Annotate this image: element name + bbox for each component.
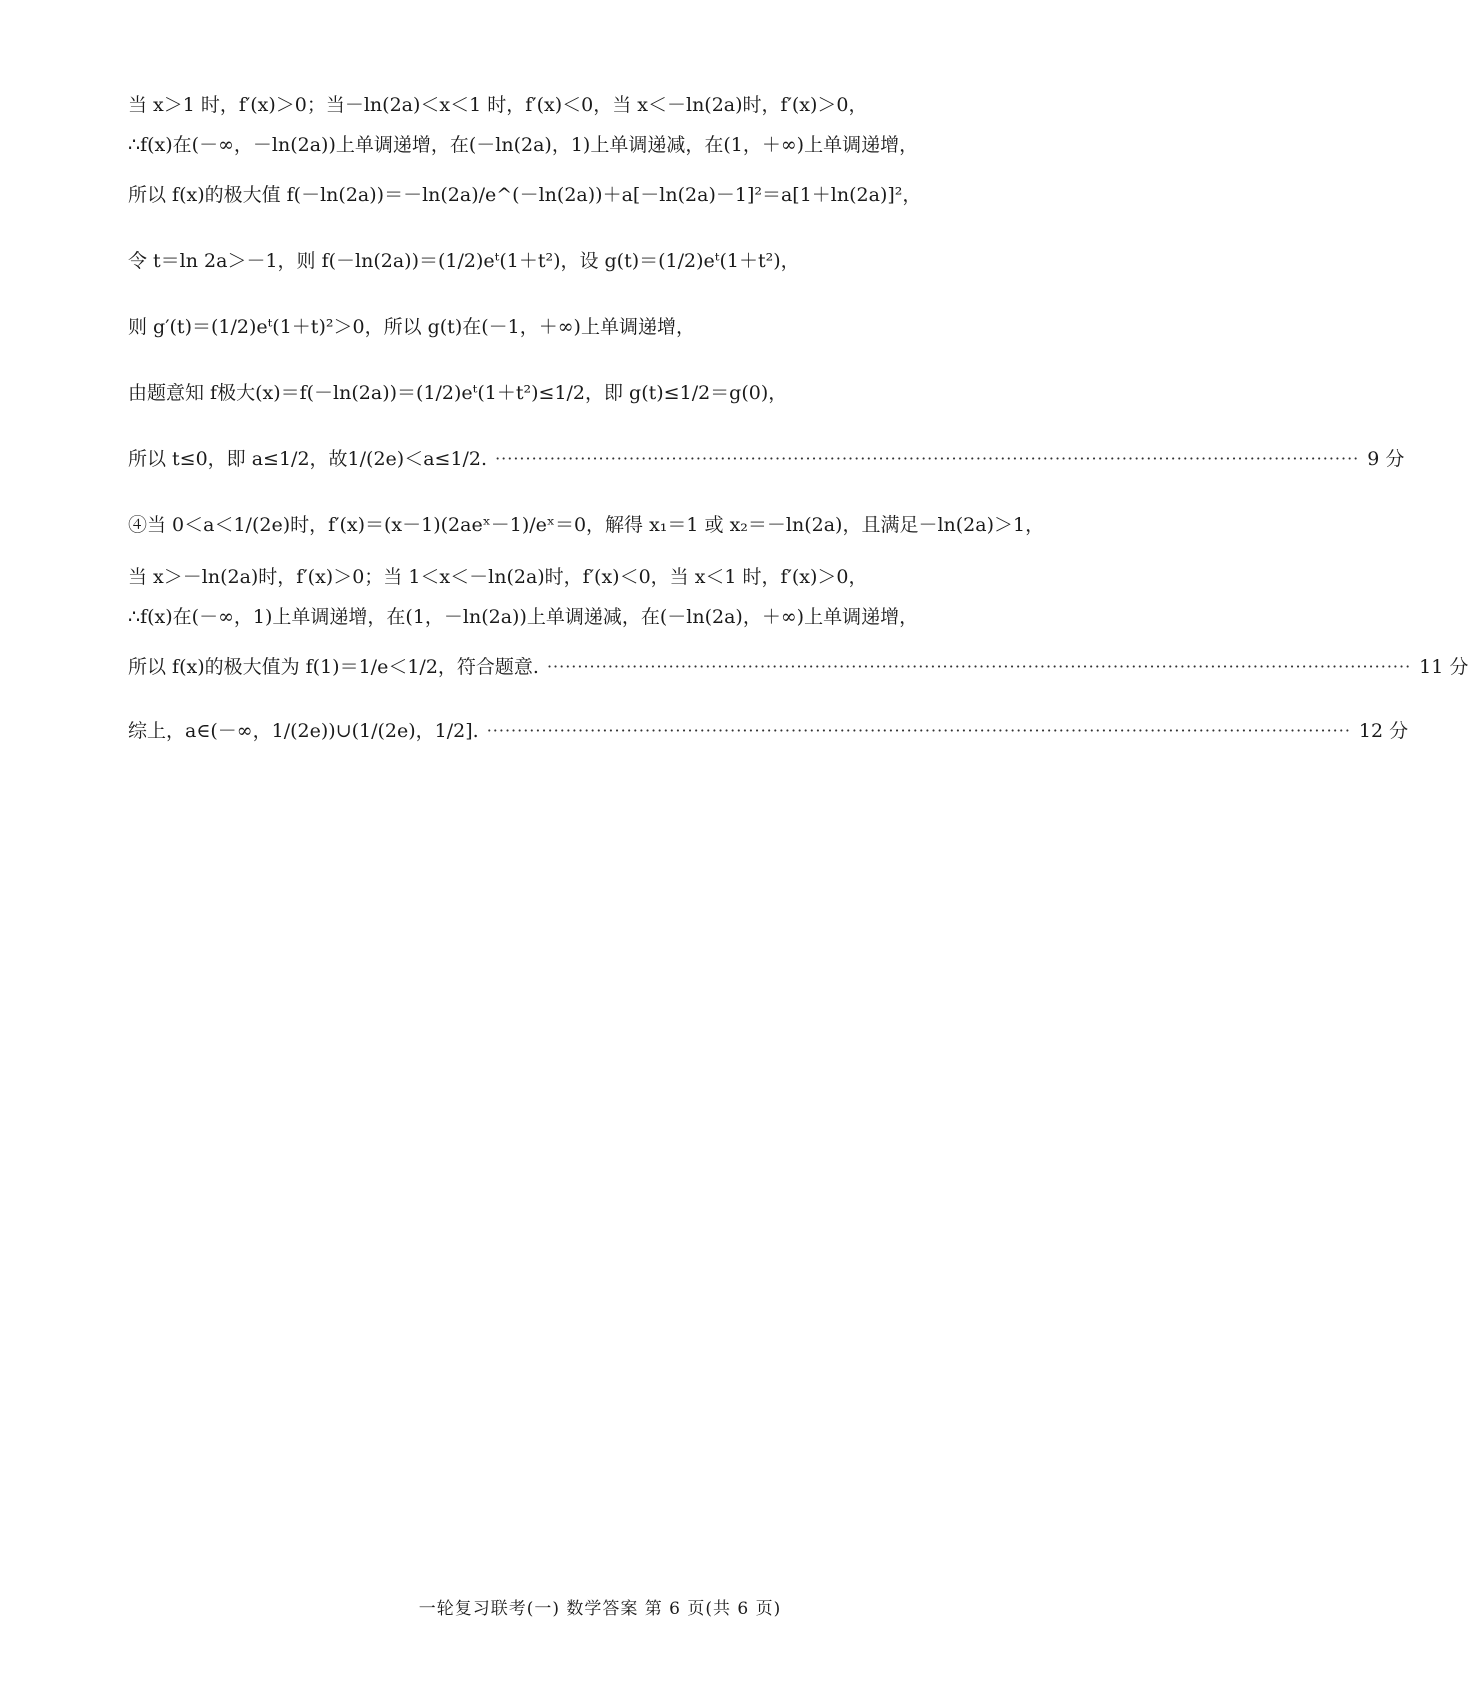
- score-label: 9 分: [1367, 448, 1405, 470]
- solution-line-6: 由题意知 f极大(x)＝f(－ln(2a))＝(1/2)eᵗ(1＋t²)≤1/2，即 g(t)≤1/2＝g(0)，: [128, 382, 788, 404]
- solution-line-10: ∴f(x)在(－∞，1)上单调递增，在(1，－ln(2a))上单调递减，在(－ln(2a)，＋∞)上单调递增，: [128, 606, 919, 628]
- solution-line-8: ④当 0＜a＜1/(2e)时，f′(x)＝(x－1)(2aeˣ－1)/eˣ＝0，解得 x₁＝1 或 x₂＝－ln(2a)，且满足－ln(2a)＞1，: [128, 514, 1045, 536]
- solution-line-2: ∴f(x)在(－∞，－ln(2a))上单调递增，在(－ln(2a)，1)上单调递减，在(1，＋∞)上单调递增，: [128, 134, 919, 156]
- solution-line-5: 则 g′(t)＝(1/2)eᵗ(1＋t)²＞0，所以 g(t)在(－1，＋∞)上单调递增，: [128, 316, 695, 338]
- page-footer: 一轮复习联考(一) 数学答案 第 6 页(共 6 页): [418, 1599, 782, 1619]
- leader-dots: ··············································································································································: [546, 657, 1412, 676]
- solution-line-7: 所以 t≤0，即 a≤1/2，故1/(2e)＜a≤1/2. ·············································································································································· 9 分: [128, 445, 1108, 473]
- solution-line-1: 当 x＞1 时，f′(x)＞0；当－ln(2a)＜x＜1 时，f′(x)＜0，当 x＜－ln(2a)时，f′(x)＞0，: [128, 94, 868, 116]
- score-label: 11 分: [1419, 656, 1468, 678]
- score-label: 12 分: [1358, 720, 1409, 742]
- solution-line-3: 所以 f(x)的极大值 f(－ln(2a))＝－ln(2a)/e^(－ln(2a))＋a[－ln(2a)－1]²＝a[1＋ln(2a)]²，: [128, 184, 922, 206]
- leader-dots: ··············································································································································: [486, 721, 1351, 740]
- solution-line-4: 令 t＝ln 2a＞－1，则 f(－ln(2a))＝(1/2)eᵗ(1＋t²)，设 g(t)＝(1/2)eᵗ(1＋t²)，: [128, 250, 800, 272]
- solution-line-9: 当 x＞－ln(2a)时，f′(x)＞0；当 1＜x＜－ln(2a)时，f′(x)＜0，当 x＜1 时，f′(x)＞0，: [128, 566, 868, 588]
- leader-dots: ··············································································································································: [495, 449, 1360, 468]
- solution-line-11: 所以 f(x)的极大值为 f(1)＝1/e＜1/2，符合题意. ·············································································································································· 11 分: [128, 653, 1108, 681]
- solution-line-12: 综上，a∈(－∞，1/(2e))∪(1/(2e)，1/2]. ·············································································································································· 12 分: [128, 717, 1108, 745]
